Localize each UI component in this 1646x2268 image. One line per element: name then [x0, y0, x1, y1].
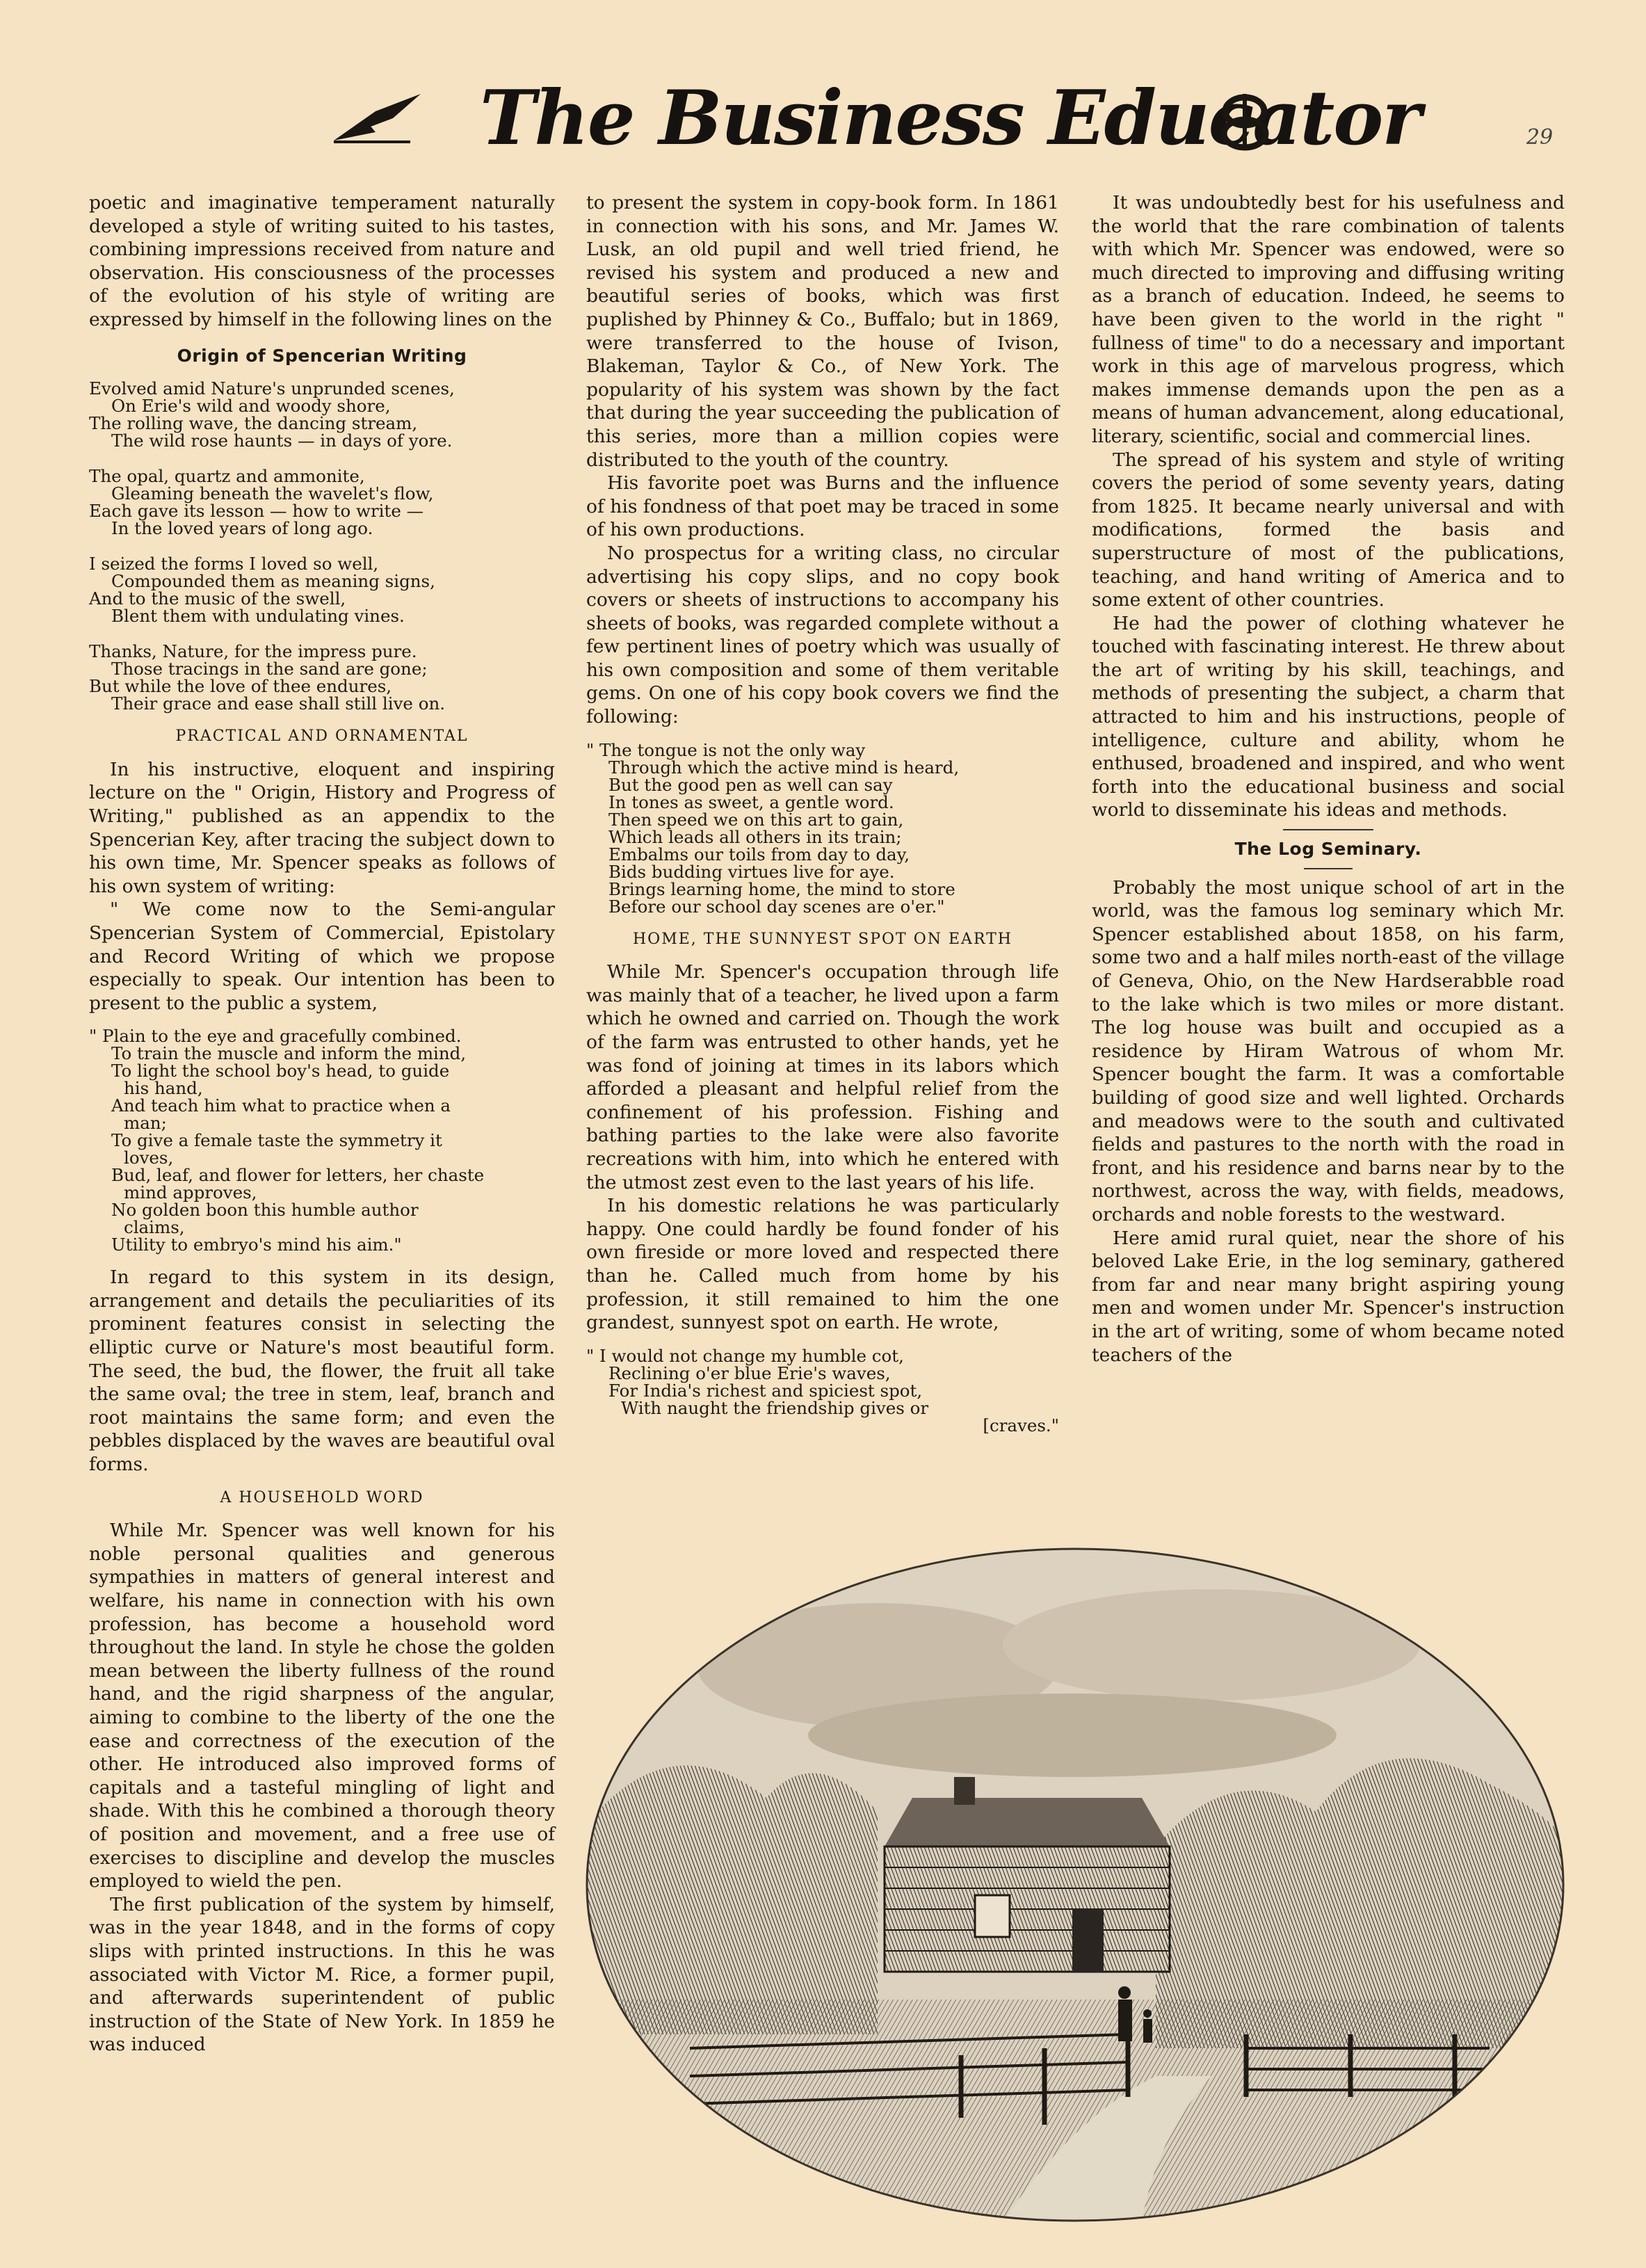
poem-line: In tones as sweet, a gentle word.: [608, 791, 894, 812]
poem-line: To give a female taste the symmetry it: [111, 1130, 442, 1151]
publication-title: The Business Educator: [480, 74, 1421, 162]
poem-line: claims,: [124, 1217, 185, 1238]
poem-line: Embalms our toils from day to day,: [608, 844, 910, 864]
poem-line: Their grace and ease shall still live on.: [111, 693, 446, 714]
paragraph: No prospectus for a writing class, no circular advertising his copy slips, and no copy book covers or sheets of instructions to accompany his sheets of books, was regarded complete without a few pertinent lines of poetry which was usually of his own composition and some of them veritable gems. On one of his copy book covers we find the following:: [586, 542, 1059, 728]
paragraph: He had the power of clothing whatever he touched with fascinating interest. He threw about the art of writing by his skill, teachings, and methods of presenting the subject, a charm that attracted to him and his instructions, people of intelligence, culture and ability, whom he enthused, broadened and inspired, and who went forth into the educational business and social world to disseminate his ideas and methods.: [1092, 612, 1565, 821]
poem-line: Each gave its lesson — how to write —: [89, 501, 424, 522]
poem-line: Reclining o'er blue Erie's waves,: [608, 1362, 891, 1383]
poem-line: Which leads all others in its train;: [608, 826, 902, 847]
poem-line: The rolling wave, the dancing stream,: [89, 413, 418, 434]
poem-line: Evolved amid Nature's unprunded scenes,: [89, 378, 455, 399]
paragraph: His favorite poet was Burns and the influence of his fondness of that poet may be traced in some of his own productions.: [586, 472, 1059, 541]
paragraph: to present the system in copy-book form. In 1861 in connection with his sons, and Mr. James W. Lusk, an old pupil and well tried friend, he revised his system and produced a new and beautiful series of books, which was first puplished by Phinney & Co., Buffalo; but in 1869, were transferred to the house of Ivison, Blakeman, Taylor & Co., of New York. The popularity of his system was shown by the fact that during the year succeeding the publication of this series, more than a million copies were distributed to the youth of the country.: [586, 192, 1059, 471]
section-heading-household: A HOUSEHOLD WORD: [220, 1488, 424, 1506]
poem-line: But the good pen as well can say: [608, 774, 893, 795]
page-number: 29: [1526, 125, 1554, 150]
paragraph: It was undoubtedly best for his usefulness and the world that the rare combination of talents with which Mr. Spencer was endowed, were so much directed to improving and diffusing writing as a branch of education. Indeed, he seems to have been given to the world in the right " fullness of time" to do a necessary and important work in this age of marvelous progress, which makes immense demands upon the pen as a means of human advancement, along educational, literary, scientific, social and commercial lines.: [1092, 192, 1565, 447]
divider: [1283, 829, 1373, 830]
poem-line: To light the school boy's head, to guide: [111, 1061, 450, 1081]
poem-plain-to-the-eye: [89, 1027, 555, 1253]
log-seminary-engraving: [586, 1547, 1565, 2222]
poem-line: Before our school day scenes are o'er.": [608, 896, 945, 917]
poem-line: Thanks, Nature, for the impress pure.: [89, 641, 417, 662]
poem-stanza: [89, 555, 555, 625]
paragraph: poetic and imaginative temperament naturally developed a style of writing suited to his tastes, combining impressions received from nature and observation. His consciousness of the processes of the evolution of his style of writing are expressed by himself in the following lines on the: [89, 192, 555, 330]
poem-line: Gleaming beneath the wavelet's flow,: [111, 483, 434, 504]
paragraph: " We come now to the Semi-angular Spencerian System of Commercial, Epistolary and Record Writing of which we propose especially to speak. Our intention has been to present to the public a system,: [89, 899, 555, 1014]
poem-line: But while the love of thee endures,: [89, 676, 392, 697]
poem-line: And to the music of the swell,: [89, 588, 346, 609]
section-heading-log-seminary: The Log Seminary.: [1234, 839, 1422, 860]
poem-line: Those tracings in the sand are gone;: [111, 659, 428, 679]
paragraph: While Mr. Spencer was well known for his noble personal qualities and generous sympathies in matters of general interest and welfare, his name in connection with his own profession, has become a household word throughout the land. In style he chose the golden mean between the liberty fullness of the round hand, and the rigid sharpness of the angular, aiming to combine to the liberty of the one the ease and correctness of the execution of the other. He introduced also improved forms of capitals and a tasteful mingling of light and shade. With this he combined a thorough theory of position and movement, and a free use of exercises to discipline and develop the muscles employed to wield the pen.: [89, 1520, 555, 1892]
poem-line: On Erie's wild and woody shore,: [111, 396, 391, 417]
divider: [1304, 868, 1353, 869]
poem-line: Blent them with undulating vines.: [111, 606, 405, 627]
paragraph: While Mr. Spencer's occupation through life was mainly that of a teacher, he lived upon a farm which he owned and carried on. Though the work of the farm was entrusted to other hands, yet he was fond of joining at times in its labors which afforded a pleasant and helpful relief from the confinement of his profession. Fishing and bathing parties to the lake were also favorite recreations with him, into which he entered with the utmost zest even to the last years of his life.: [586, 961, 1059, 1193]
poem-line: Utility to embryo's mind his aim.": [111, 1234, 402, 1255]
poem-stanza: [89, 643, 555, 712]
poem-line: The opal, quartz and ammonite,: [89, 466, 365, 487]
paragraph: The spread of his system and style of writing covers the period of some seventy years, dating from 1825. It became nearly universal and with modifications, formed the basis and superstructure of most of the publications, teaching, and hand writing of America and to some extent of other countries.: [1092, 449, 1565, 611]
paragraph: In his instructive, eloquent and inspiring lecture on the " Origin, History and Progress of Writing," published as an appendix to the Spencerian Key, after tracing the subject down to his own time, Mr. Spencer speaks as follows of his own system of writing:: [89, 758, 555, 897]
paragraph: Here amid rural quiet, near the shore of his beloved Lake Erie, in the log seminary, gathered from far and near many bright aspiring young men and women under Mr. Spencer's instruction in the art of writing, some of whom became noted teachers of the: [1092, 1227, 1565, 1366]
poem-line: For India's richest and spiciest spot,: [608, 1380, 923, 1401]
poem-humble-cot: [586, 1347, 1059, 1434]
section-heading-origin: Origin of Spencerian Writing: [177, 345, 467, 366]
poem-line: I seized the forms I loved so well,: [89, 554, 379, 574]
poem-stanza: [89, 467, 555, 537]
poem-line: In the loved years of long ago.: [111, 518, 373, 539]
poem-line: Bids budding virtues live for aye.: [608, 861, 895, 882]
paragraph: Probably the most unique school of art in the world, was the famous log seminary which Mr. Spencer established about 1858, on his farm, some two and a half miles north-east of the village of Geneva, Ohio, on the New Hardserabble road to the lake which is two miles or more distant. The log house was built and occupied as a residence by Hiram Watrous of whom Mr. Spencer bought the farm. It was a comfortable building of good size and well lighted. Orchards and meadows were to the south and cultivated fields and pastures to the north with the road in front, and his residence and barns near by to the northwest, across the way, with fields, meadows, orchards and noble forests to the westward.: [1092, 876, 1565, 1225]
section-heading-home: HOME, THE SUNNYEST SPOT ON EARTH: [633, 930, 1012, 948]
poem-stanza: [89, 380, 555, 449]
poem-line: No golden boon this humble author: [111, 1200, 419, 1221]
poem-line: The wild rose haunts — in days of yore.: [111, 431, 453, 451]
poem-line: Brings learning home, the mind to store: [608, 878, 955, 899]
paragraph: In regard to this system in its design, arrangement and details the peculiarities of its prominent features consist in selecting the elliptic curve or Nature's most beautiful form. The seed, the bud, the flower, the fruit all take the same oval; the tree in stem, leaf, branch and root maintains the same form; and even the pebbles displaced by the waves are beautiful oval forms.: [89, 1266, 555, 1476]
column-2: [586, 191, 1059, 1447]
poem-line: man;: [124, 1113, 167, 1134]
section-heading-practical: PRACTICAL AND ORNAMENTAL: [175, 727, 469, 746]
paragraph: The first publication of the system by himself, was in the year 1848, and in the forms of copy slips with printed instructions. In this he was associated with Victor M. Rice, a former pupil, and afterwards superintendent of public instruction of the State of New York. In 1859 he was induced: [89, 1893, 555, 2056]
column-1: [89, 191, 555, 2057]
poem-line: And teach him what to practice when a: [111, 1095, 451, 1116]
masthead-header: [0, 63, 1646, 174]
poem-line: " Plain to the eye and gracefully combined.: [89, 1026, 462, 1047]
poem-origin: [89, 380, 555, 712]
paragraph: In his domestic relations he was particularly happy. One could hardly be found fonder of his own fireside or more loved and respected there than he. Called much from home by his profession, it still remained to him the one grandest, sunnyest spot on earth. He wrote,: [586, 1195, 1059, 1334]
poem-line: loves,: [124, 1148, 174, 1168]
poem-line: Bud, leaf, and flower for letters, her chaste: [111, 1165, 485, 1186]
poem-line: With naught the friendship gives or: [621, 1397, 929, 1418]
poem-line: Through which the active mind is heard,: [608, 757, 960, 778]
poem-line: Then speed we on this art to gain,: [608, 809, 904, 830]
poem-line: To train the muscle and inform the mind,: [111, 1043, 467, 1064]
column-3: [1092, 191, 1565, 1367]
poem-line: Compounded them as meaning signs,: [111, 571, 435, 592]
poem-line: [craves.": [983, 1415, 1059, 1435]
poem-tongue: [586, 741, 1059, 915]
poem-line: his hand,: [124, 1078, 203, 1099]
emblem-icon: [1213, 90, 1276, 153]
quill-pen-icon: [327, 90, 424, 146]
poem-line: mind approves,: [124, 1182, 257, 1203]
poem-line: " I would not change my humble cot,: [586, 1345, 904, 1366]
poem-line: " The tongue is not the only way: [586, 739, 866, 760]
